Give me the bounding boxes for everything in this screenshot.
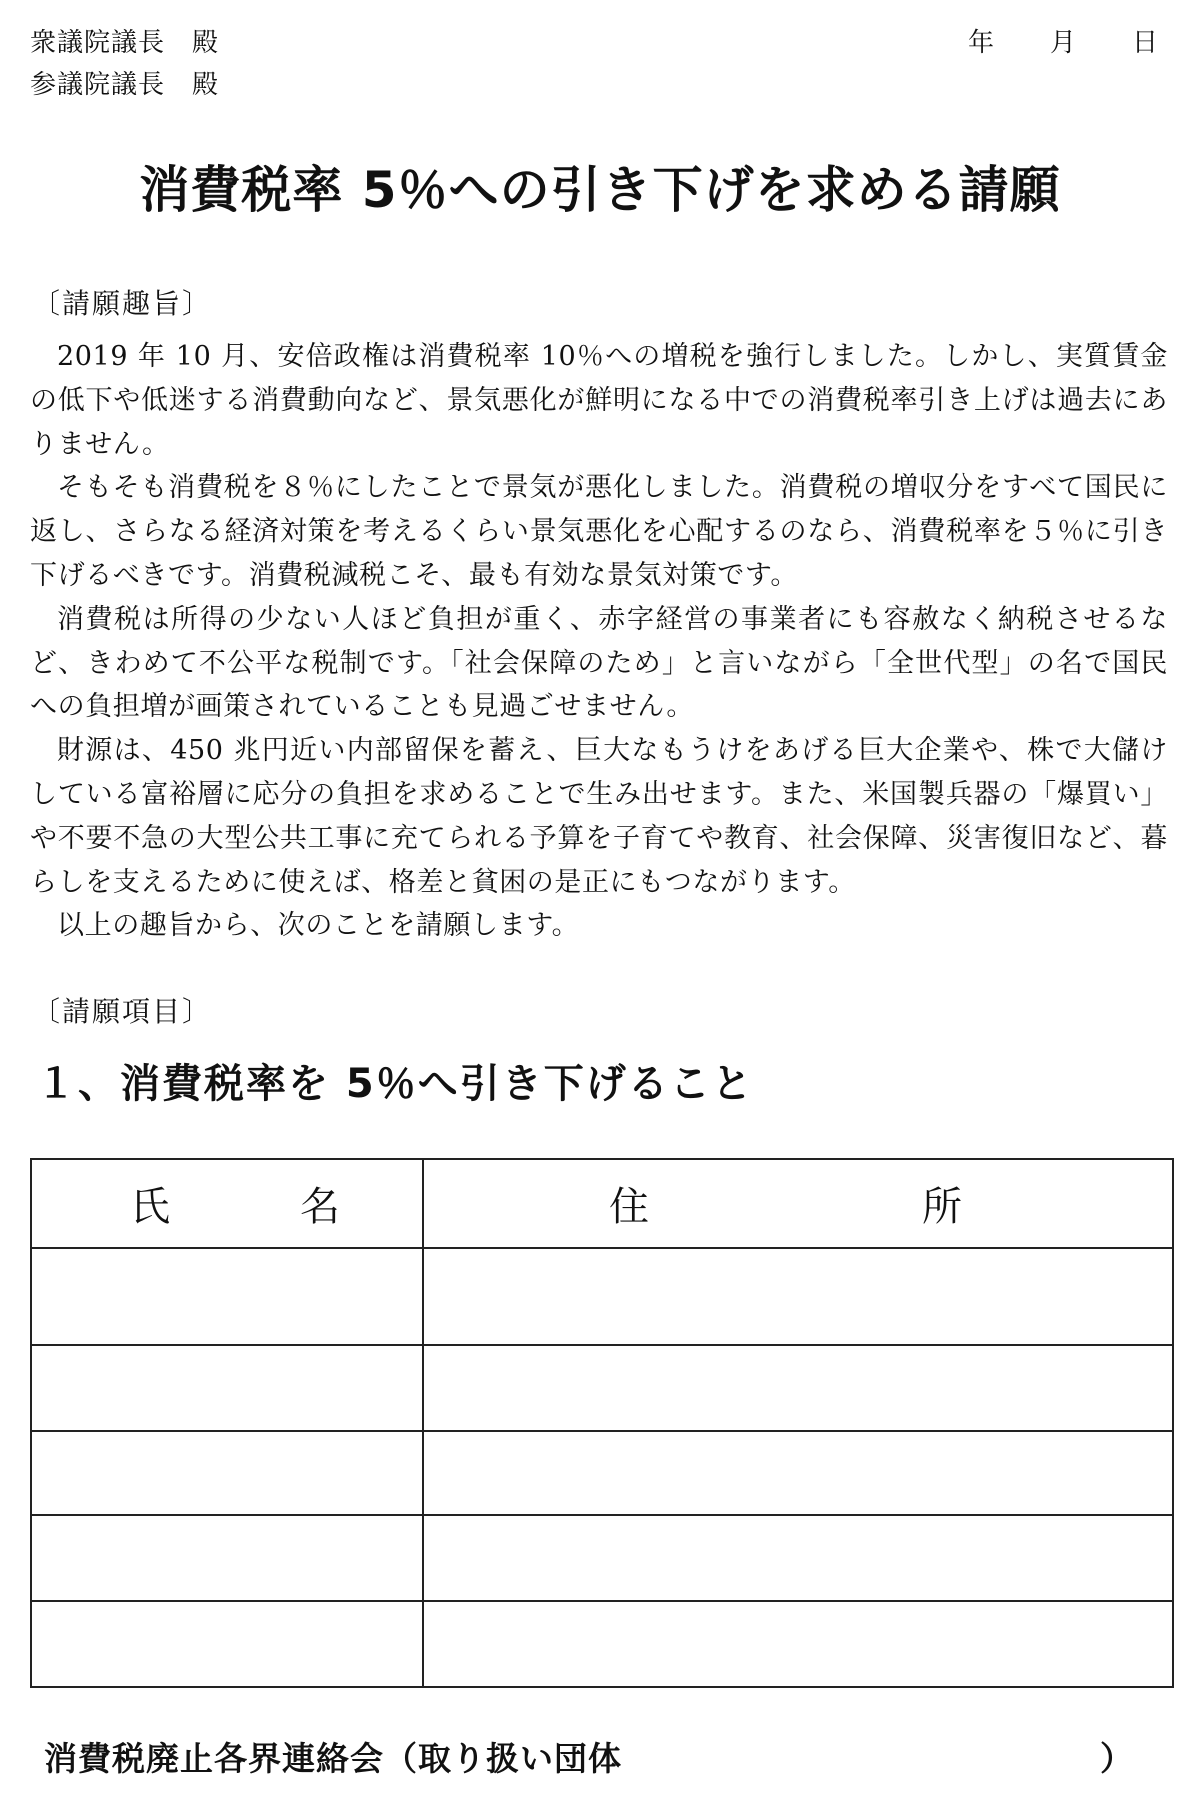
items-heading: 〔請願項目〕 — [32, 995, 213, 1028]
petition-item-1: １、消費税率を 5％へ引き下げること — [36, 1061, 754, 1107]
addressee-block — [30, 22, 219, 106]
address-cell[interactable] — [423, 1431, 1173, 1515]
petition-title: 消費税率 5％への引き下げを求める請願 — [139, 161, 1061, 219]
signature-table — [30, 1158, 1174, 1688]
date-month-label: 月 — [1049, 28, 1076, 58]
purpose-paragraph: そもそも消費税を８％にしたことで景気が悪化しました。消費税の増収分をすべて国民に返し、さらなる経済対策を考えるくらい景気悪化を心配するのなら、消費税率を５％に引き下げるべきです。消費税減税こそ、最も有効な景気対策です。 — [30, 472, 1168, 591]
signature-row — [31, 1601, 1173, 1687]
name-cell[interactable] — [31, 1601, 423, 1687]
address-header-char-1: 住 — [609, 1184, 649, 1230]
date-line — [968, 22, 1158, 64]
handling-organization-label: 消費税廃止各界連絡会（取り扱い団体 — [44, 1739, 622, 1778]
signature-row — [31, 1345, 1173, 1431]
signature-row — [31, 1515, 1173, 1601]
purpose-paragraph: 以上の趣旨から、次のことを請願します。 — [57, 910, 580, 942]
address-cell[interactable] — [423, 1601, 1173, 1687]
closing-parenthesis: ） — [1100, 1739, 1134, 1778]
date-year-label: 年 — [967, 28, 994, 58]
name-cell[interactable] — [31, 1515, 423, 1601]
address-cell[interactable] — [423, 1515, 1173, 1601]
signature-row — [31, 1431, 1173, 1515]
addressee-house-of-representatives: 衆議院議長 殿 — [30, 28, 220, 58]
purpose-paragraph: 財源は、450 兆円近い内部留保を蓄え、巨大なもうけをあげる巨大企業や、株で大儲けしている富裕層に応分の負担を求めることで生み出せます。また、米国製兵器の「爆買い」や不要不急の大型公共工事に充てられる予算を子育てや教育、社会保障、災害復旧など、暮らしを支えるために使えば、格差と貧困の是正にもつながります。 — [30, 735, 1168, 898]
name-cell[interactable] — [31, 1248, 423, 1345]
address-header-char-2: 所 — [922, 1184, 962, 1230]
address-column-header — [423, 1159, 1173, 1248]
name-column-header — [31, 1159, 423, 1248]
signature-row — [31, 1248, 1173, 1345]
addressee-house-of-councillors: 参議院議長 殿 — [30, 70, 220, 100]
purpose-paragraph: 2019 年 10 月、安倍政権は消費税率 10％への増税を強行しました。しかし、実質賃金の低下や低迷する消費動向など、景気悪化が鮮明になる中での消費税率引き上げは過去にありません。 — [30, 341, 1168, 460]
name-header-char-1: 氏 — [130, 1184, 170, 1230]
purpose-body — [30, 335, 1168, 948]
address-cell[interactable] — [423, 1345, 1173, 1431]
signature-table-header-row — [31, 1159, 1173, 1248]
address-cell[interactable] — [423, 1248, 1173, 1345]
name-cell[interactable] — [31, 1431, 423, 1515]
purpose-heading: 〔請願趣旨〕 — [32, 287, 213, 320]
purpose-paragraph: 消費税は所得の少ない人ほど負担が重く、赤字経営の事業者にも容赦なく納税させるなど、きわめて不公平な税制です。「社会保障のため」と言いながら「全世代型」の名で国民への負担増が画策されていることも見過ごせません。 — [30, 603, 1168, 723]
date-day-label: 日 — [1131, 28, 1158, 58]
name-cell[interactable] — [31, 1345, 423, 1431]
name-header-char-2: 名 — [300, 1184, 340, 1230]
footer-organization-line — [44, 1733, 1134, 1780]
